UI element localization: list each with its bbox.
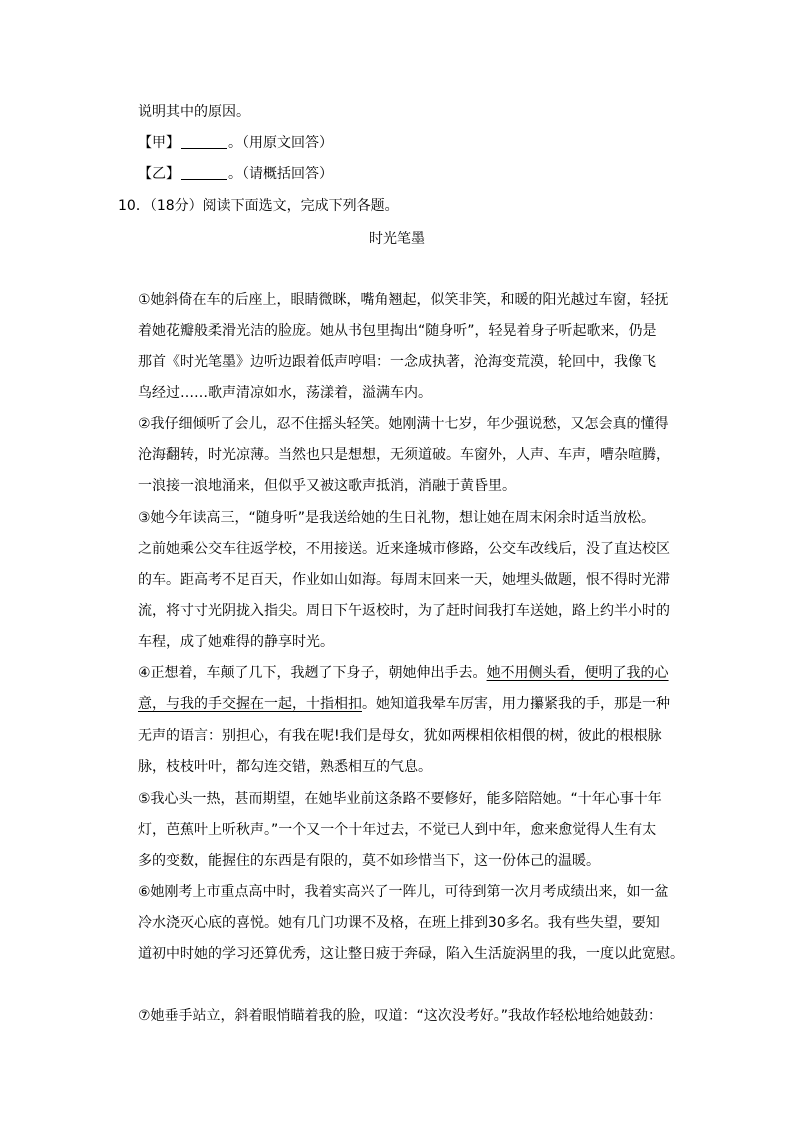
passage-title: 时光笔墨 bbox=[369, 231, 425, 247]
yi-label: 【乙】 bbox=[138, 166, 180, 182]
answer-line-yi bbox=[138, 164, 333, 184]
question-tail: 说明其中的原因。 bbox=[138, 104, 250, 120]
p2-line: ②我仔细倾听了会儿，忍不住摇头轻笑。她刚满十七岁，年少强说愁，又怎会真的懂得 bbox=[138, 416, 669, 432]
p5-line: 多的变数，能握住的东西是有限的，莫不如珍惜当下，这一份体己的温暖。 bbox=[138, 853, 600, 869]
p2-line: 沧海翻转，时光凉薄。当然也只是想想，无须道破。车窗外，人声、车声，嘈杂喧腾， bbox=[138, 447, 670, 463]
jia-hint: 。（用原文回答） bbox=[228, 135, 333, 151]
answer-blank-jia[interactable] bbox=[181, 134, 227, 149]
p2-line: 一浪接一浪地涌来，但似乎又被这歌声抵消，消融于黄昏里。 bbox=[138, 478, 516, 494]
answer-line-jia bbox=[138, 133, 333, 153]
p4-underlined-sentence: 意，与我的手交握在一起，十指相扣 bbox=[138, 696, 362, 712]
p4-plain-text: 。她知道我晕车厉害，用力攥紧我的手，那是一种 bbox=[362, 696, 670, 712]
p5-line: 灯，芭蕉叶上听秋声。”一个又一个十年过去，不觉已人到中年，愈来愈觉得人生有太 bbox=[138, 822, 657, 838]
p4-line bbox=[138, 694, 670, 714]
p3-line: ③她今年读高三，“随身听”是我送给她的生日礼物，想让她在周末闲余时适当放松。 bbox=[138, 510, 656, 526]
p5-line: ⑤我心头一热，甚而期望，在她毕业前这条路不要修好，能多陪陪她。“十年心事十年 bbox=[138, 791, 662, 807]
jia-label: 【甲】 bbox=[138, 135, 180, 151]
p3-line: 车程，成了她难得的静享时光。 bbox=[138, 634, 334, 650]
p1-line: 着她花瓣般柔滑光洁的脸庞。她从书包里掏出“随身听”，轻晃着身子听起歌来，仍是 bbox=[138, 323, 657, 339]
p1-line: 鸟经过……歌声清凉如水，荡漾着，溢满车内。 bbox=[138, 385, 432, 401]
yi-hint: 。（请概括回答） bbox=[228, 166, 333, 182]
p7-line: ⑦她垂手站立，斜着眼悄瞄着我的脸，叹道：“这次没考好。”我故作轻松地给她鼓劲： bbox=[138, 1008, 663, 1024]
answer-blank-yi[interactable] bbox=[181, 165, 227, 180]
p4-plain-text: ④正想着，车颠了几下，我趔了下身子，朝她伸出手去。 bbox=[138, 665, 487, 681]
p1-line: 那首《时光笔墨》边听边跟着低声哼唱：一念成执著，沧海变荒漠，轮回中，我像飞 bbox=[138, 354, 656, 370]
p3-line: 之前她乘公交车往返学校，不用接送。近来逢城市修路，公交车改线后，没了直达校区 bbox=[138, 541, 670, 557]
p6-line: ⑥她刚考上市重点高中时，我着实高兴了一阵儿，可待到第一次月考成绩出来，如一盆 bbox=[138, 884, 669, 900]
p6-line: 冷水浇灭心底的喜悦。她有几门功课不及格，在班上排到30多名。我有些失望，要知 bbox=[138, 915, 660, 931]
question-10-stem: 10．（18分）阅读下面选文，完成下列各题。 bbox=[118, 198, 399, 214]
p4-line: 脉，枝枝叶叶，都勾连交错，熟悉相互的气息。 bbox=[138, 759, 432, 775]
p1-line: ①她斜倚在车的后座上，眼睛微眯，嘴角翘起，似笑非笑，和暖的阳光越过车窗，轻抚 bbox=[138, 292, 669, 308]
p4-line: 无声的语言：别担心，有我在呢!我们是母女，犹如两棵相依相偎的树，彼此的根根脉 bbox=[138, 728, 662, 744]
p4-line bbox=[138, 663, 669, 683]
p6-line: 道初中时她的学习还算优秀，这让整日疲于奔碌，陷入生活旋涡里的我，一度以此宽慰。 bbox=[138, 946, 684, 962]
p3-line: 流，将寸寸光阴拢入指尖。周日下午返校时，为了赶时间我打车送她，路上约半小时的 bbox=[138, 603, 670, 619]
p4-underlined-sentence: 她不用侧头看，便明了我的心 bbox=[486, 665, 669, 681]
p3-line: 的车。距高考不足百天，作业如山如海。每周末回来一天，她埋头做题，恨不得时光滞 bbox=[138, 572, 670, 588]
